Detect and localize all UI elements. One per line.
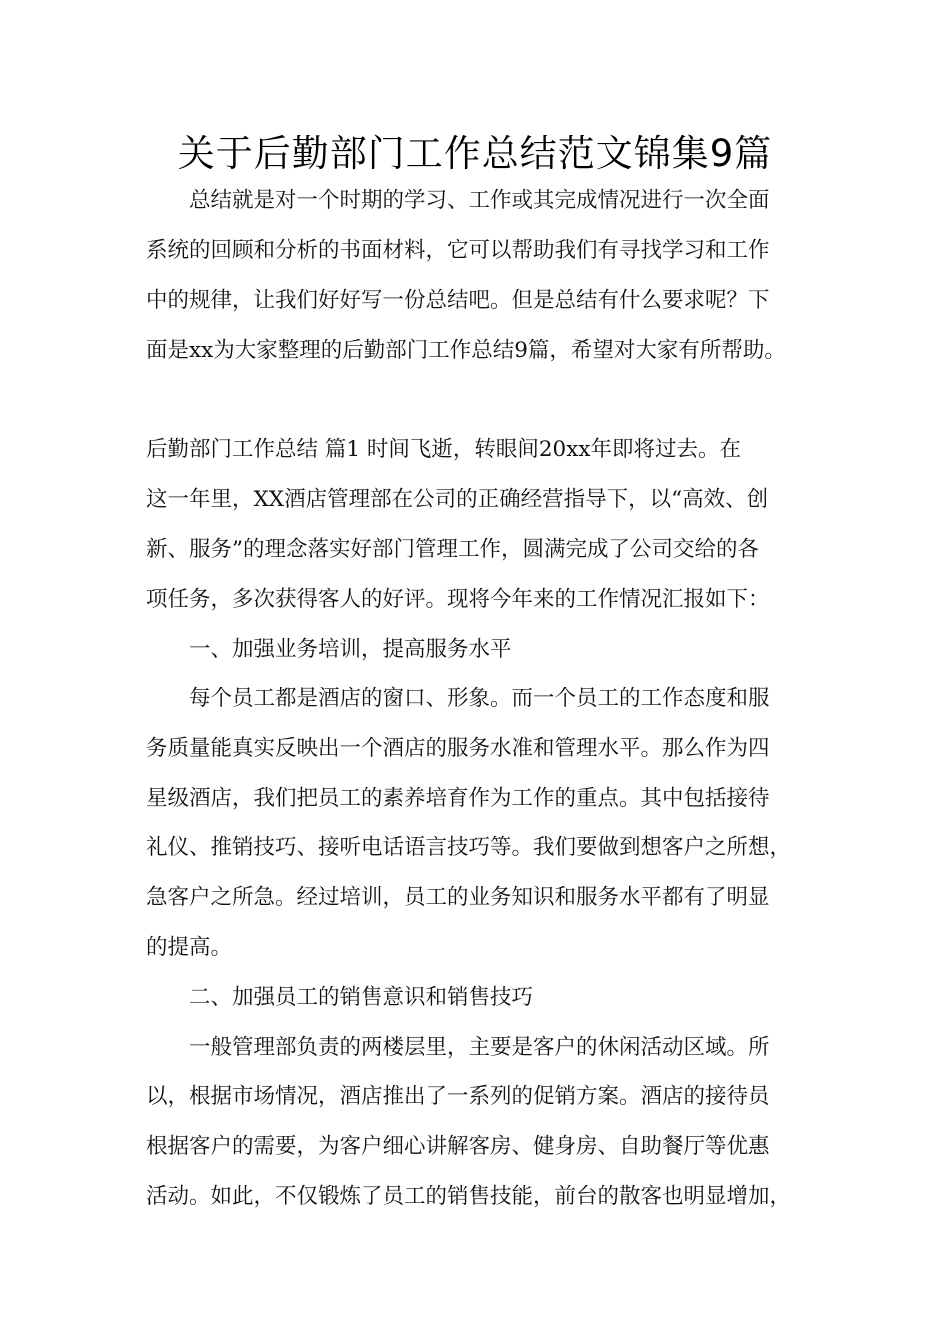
subheading-1: 一、加强业务培训，提高服务水平 bbox=[189, 637, 512, 662]
body-line: 项任务，多次获得客人的好评。现将今年来的工作情况汇报如下： bbox=[146, 587, 770, 612]
subheading-2: 二、加强员工的销售意识和销售技巧 bbox=[189, 985, 534, 1010]
intro-line-4: 面是xx为大家整理的后勤部门工作总结9篇，希望对大家有所帮助。 bbox=[146, 338, 786, 363]
section-1-heading-line: 后勤部门工作总结 篇1 时间飞逝，转眼间20xx年即将过去。在 bbox=[146, 437, 741, 462]
body-line: 这一年里，XX酒店管理部在公司的正确经营指导下，以“高效、创 bbox=[146, 487, 769, 512]
body-line: 礼仪、推销技巧、接听电话语言技巧等。我们要做到想客户之所想， bbox=[146, 835, 792, 860]
body-line: 星级酒店，我们把员工的素养培育作为工作的重点。其中包括接待 bbox=[146, 786, 770, 811]
body-line: 根据客户的需要，为客户细心讲解客房、健身房、自助餐厅等优惠 bbox=[146, 1134, 770, 1159]
body-line: 的提高。 bbox=[146, 935, 233, 960]
document-title: 关于后勤部门工作总结范文锦集9篇 bbox=[177, 132, 773, 175]
body-line: 新、服务”的理念落实好部门管理工作，圆满完成了公司交给的各 bbox=[146, 537, 759, 562]
body-line: 急客户之所急。经过培训，员工的业务知识和服务水平都有了明显 bbox=[146, 885, 770, 910]
body-line: 务质量能真实反映出一个酒店的服务水准和管理水平。那么作为四 bbox=[146, 736, 770, 761]
body-line: 每个员工都是酒店的窗口、形象。而一个员工的工作态度和服 bbox=[189, 686, 770, 711]
intro-line-3: 中的规律，让我们好好写一份总结吧。但是总结有什么要求呢？下 bbox=[146, 288, 770, 313]
body-line: 一般管理部负责的两楼层里，主要是客户的休闲活动区域。所 bbox=[189, 1035, 770, 1060]
intro-line-2: 系统的回顾和分析的书面材料，它可以帮助我们有寻找学习和工作 bbox=[146, 238, 770, 263]
intro-line-1: 总结就是对一个时期的学习、工作或其完成情况进行一次全面 bbox=[189, 188, 770, 213]
body-line: 活动。如此，不仅锻炼了员工的销售技能，前台的散客也明显增加， bbox=[146, 1184, 792, 1209]
body-line: 以，根据市场情况，酒店推出了一系列的促销方案。酒店的接待员 bbox=[146, 1084, 770, 1109]
